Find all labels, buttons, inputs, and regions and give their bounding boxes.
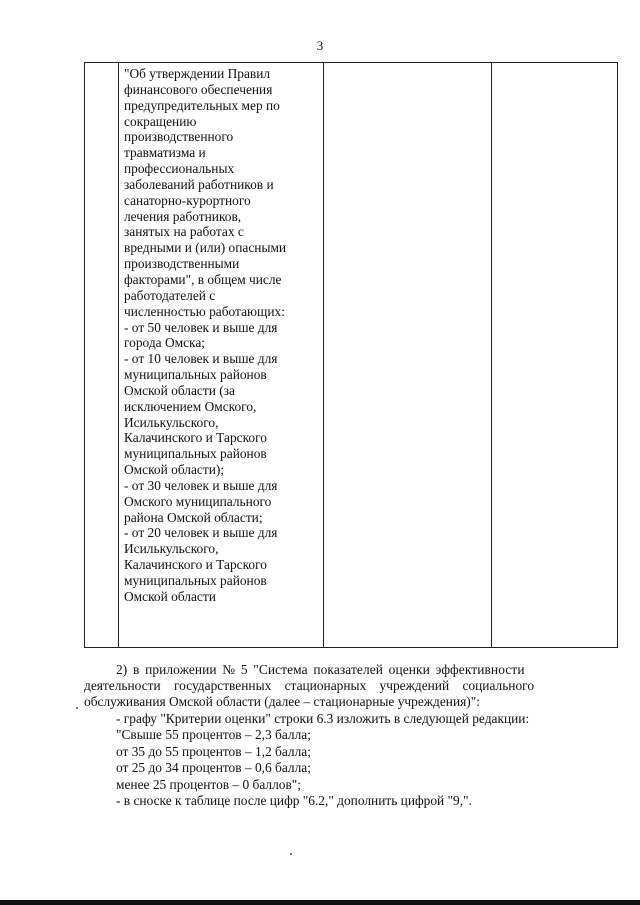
table-cell-line: Калачинского и Тарского — [124, 430, 267, 446]
table-cell-criteria-text — [124, 66, 324, 605]
table-column-divider — [491, 63, 492, 647]
table-cell-line: занятых на работах с — [124, 224, 244, 240]
table-cell-line: - от 50 человек и выше для — [124, 319, 278, 335]
table-cell-line: лечения работников, — [124, 208, 242, 224]
table-cell-line: района Омской области; — [124, 509, 263, 525]
paragraph-line: 2) в приложении № 5 "Система показателей оценки эффективности — [116, 662, 525, 677]
table-cell-line: Омской области — [124, 588, 216, 604]
scan-speck — [76, 707, 78, 709]
table-cell-line: "Об утверждении Правил — [124, 66, 271, 81]
table-cell-line: Исилькульского, — [124, 414, 219, 430]
table-cell-line: города Омска; — [124, 335, 206, 351]
table-cell-line: - от 30 человек и выше для — [124, 477, 278, 493]
table-cell-line: Омской области (за — [124, 382, 235, 398]
table-cell-line: производственными — [124, 256, 240, 272]
scan-speck — [290, 853, 292, 855]
table-column-divider — [118, 63, 119, 647]
table-cell-line: санаторно-курортного — [124, 192, 251, 208]
table-cell-line: Омской области); — [124, 462, 225, 478]
table-cell-line: исключением Омского, — [124, 398, 257, 414]
amendment-paragraph-continued — [84, 678, 618, 711]
table-cell-line: травматизма и — [124, 145, 206, 161]
table-cell-line: численностью работающих: — [124, 303, 285, 319]
table-cell-line: Омского муниципального — [124, 493, 272, 509]
table-cell-line: работодателей с — [124, 287, 216, 303]
table-cell-line: Исилькульского, — [124, 541, 219, 557]
table-cell-line: производственного — [124, 129, 234, 145]
item-graph-change: - графу "Критерии оценки" строки 6.3 изложить в следующей редакции: — [116, 711, 530, 726]
table-cell-line: Калачинского и Тарского — [124, 557, 267, 573]
paragraph-line: деятельности государственных стационарных учреждений социального — [84, 678, 535, 693]
amendment-paragraph — [116, 662, 618, 678]
item-footnote-change: - в сноске к таблице после цифр "6.2," дополнить цифрой "9,". — [116, 793, 472, 809]
table-cell-line: - от 10 человек и выше для — [124, 351, 278, 367]
page-number: 3 — [316, 38, 324, 53]
table-cell-line: сокращению — [124, 113, 197, 129]
document-table — [84, 62, 618, 648]
criteria-line: "Свыше 55 процентов – 2,3 балла; — [116, 727, 311, 743]
table-cell-line: муниципальных районов — [124, 367, 267, 383]
table-cell-line: финансового обеспечения — [124, 81, 273, 97]
table-cell-line: профессиональных — [124, 161, 235, 177]
scan-edge-bar — [0, 900, 640, 905]
criteria-line: менее 25 процентов – 0 баллов"; — [116, 776, 301, 792]
table-cell-line: - от 20 человек и выше для — [124, 525, 278, 541]
table-cell-line: предупредительных мер по — [124, 97, 280, 113]
criteria-line: от 35 до 55 процентов – 1,2 балла; — [116, 743, 311, 759]
table-cell-line: заболеваний работников и — [124, 176, 274, 192]
paragraph-line: обслуживания Омской области (далее – стационарные учреждения)": — [84, 694, 480, 710]
amendment-items — [116, 711, 618, 809]
table-cell-line: муниципальных районов — [124, 573, 267, 588]
table-cell-line: муниципальных районов — [124, 446, 267, 462]
table-cell-line: факторами", в общем числе — [124, 271, 282, 287]
criteria-line: от 25 до 34 процентов – 0,6 балла; — [116, 760, 311, 776]
table-cell-line: вредными и (или) опасными — [124, 240, 287, 256]
